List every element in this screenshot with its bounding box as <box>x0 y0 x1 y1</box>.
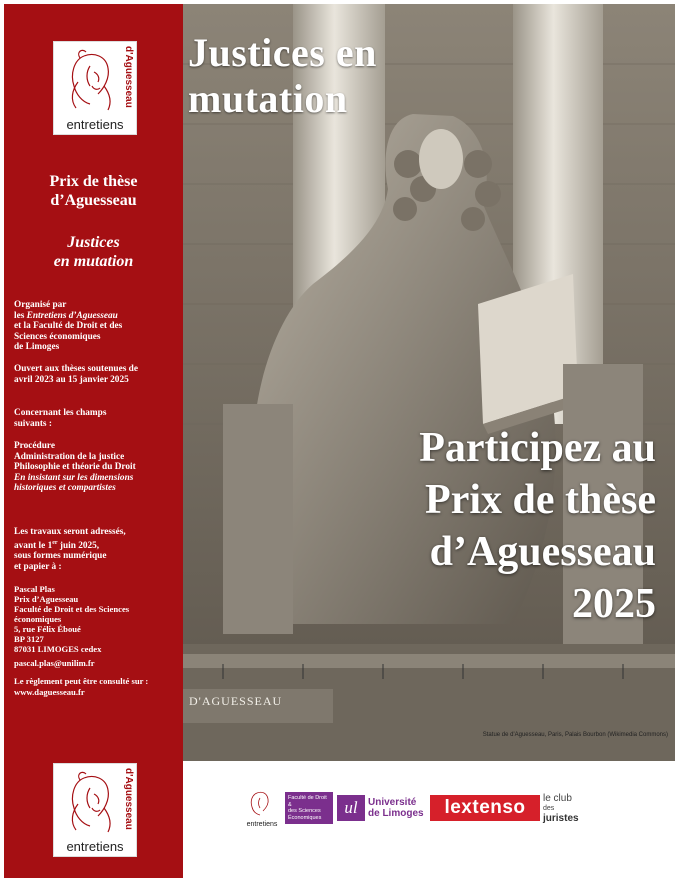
fields-intro-block: Concernant les champs suivants : <box>14 408 107 429</box>
logo-wordmark: entretiens <box>66 839 124 854</box>
prize-theme <box>4 233 183 271</box>
pedestal-inscription: D'AGUESSEAU <box>189 694 283 708</box>
cta-line: Participez au <box>419 425 656 471</box>
faculte-line: Économiques <box>288 814 322 821</box>
club-line: des <box>543 805 555 812</box>
headline-line: mutation <box>188 76 348 121</box>
cta-line: 2025 <box>572 581 656 627</box>
universite-line: Université <box>368 797 417 808</box>
faculte-logo <box>285 792 333 824</box>
portrait-sketch-icon <box>243 788 281 820</box>
prize-title-line: d’Aguesseau <box>50 192 137 209</box>
organizers-block: Organisé par les Entretiens d’Aguesseau et la Faculté de Droit et des Sciences économiques de Limoges <box>14 300 123 353</box>
fields-list-block: Procédure Administration de la justice Philosophie et théorie du Droit En insistant sur les dimensions historiques et compartistes <box>14 441 136 494</box>
entretiens-logo <box>54 42 136 134</box>
universite-logo <box>368 797 424 819</box>
entretiens-mini-logo <box>243 788 281 828</box>
prize-theme-line: en mutation <box>53 253 134 270</box>
partner-logos <box>243 788 663 828</box>
website-link[interactable]: www.daguesseau.fr <box>14 686 85 697</box>
cta-line: d’Aguesseau <box>429 529 656 575</box>
faculte-line: des Sciences <box>288 808 321 814</box>
universite-line: de Limoges <box>368 808 424 819</box>
club-juristes-logo <box>543 794 579 824</box>
address-block: Pascal Plas Prix d’Aguesseau Faculté de Droit et des Sciences économiques 5, rue Félix Éboué BP 3127 87031 LIMOGES cedex <box>14 584 130 654</box>
call-to-action <box>419 422 656 630</box>
unilim-mark-icon: ul <box>337 795 365 821</box>
logo-vertical-text: d'Aguesseau <box>123 46 134 108</box>
entretiens-logo-bottom <box>54 764 136 856</box>
photo-credit: Statue de d'Aguesseau, Paris, Palais Bourbon (Wikimedia Commons) <box>482 732 668 738</box>
prize-title <box>4 172 183 210</box>
lextenso-logo: lextenso <box>430 795 540 821</box>
cta-line: Prix de thèse <box>425 477 656 523</box>
headline <box>188 30 377 122</box>
logo-wordmark: entretiens <box>66 117 124 132</box>
eligibility-block: Ouvert aux thèses soutenues de avril 2023 au 15 janvier 2025 <box>14 364 138 385</box>
club-line: juristes <box>543 813 579 824</box>
club-line: le club <box>543 793 572 804</box>
submission-block: Les travaux seront adressés, avant le 1er juin 2025, sous formes numérique et papier à : <box>14 527 126 572</box>
prize-title-line: Prix de thèse <box>49 173 138 190</box>
regulation-block: Le règlement peut être consulté sur : www.daguesseau.fr <box>14 676 179 697</box>
prize-theme-line: Justices <box>67 234 120 251</box>
headline-line: Justices en <box>188 30 377 75</box>
sidebar <box>4 4 183 878</box>
faculte-line: Faculté de Droit & <box>288 795 327 808</box>
entretiens-mini-wordmark: entretiens <box>246 821 278 828</box>
logo-vertical-text: d'Aguesseau <box>123 768 134 830</box>
contact-email[interactable]: pascal.plas@unilim.fr <box>14 658 95 668</box>
